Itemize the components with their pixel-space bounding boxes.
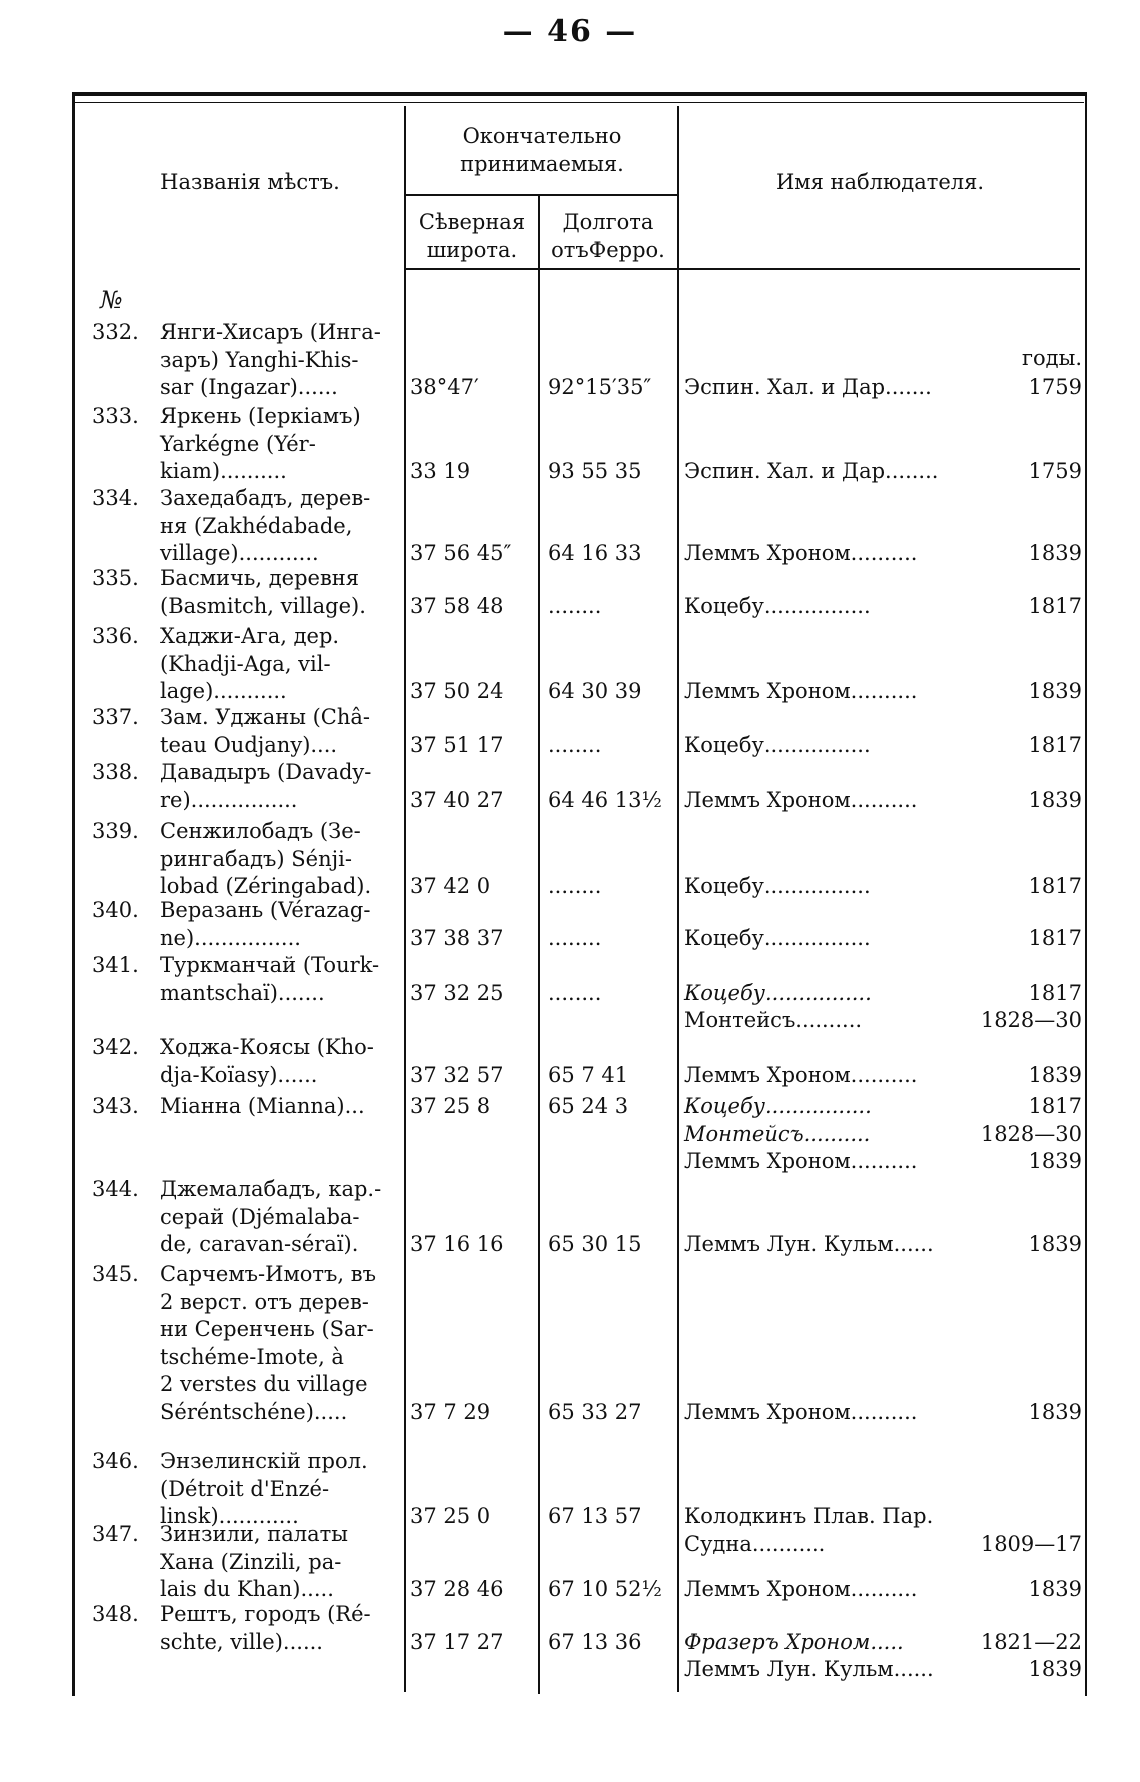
row-337-latitude-text: 37 51 17 <box>410 732 504 757</box>
row-335-name-line-text: (Basmitch, village). <box>160 593 366 618</box>
row-344-name-line-text: серай (Djémalaba- <box>160 1204 360 1229</box>
row-333-year <box>0 457 1140 485</box>
row-348-name-line <box>0 1600 1140 1628</box>
row-334-name-line-text: ня (Zakhédabade, <box>160 513 353 538</box>
row-334-observer-text: Леммъ Хроном.......... <box>684 541 918 565</box>
row-339-name-line-text: lobad (Zéringabad). <box>160 874 372 898</box>
row-342-number-text: 342. <box>92 1035 139 1059</box>
row-341-number-text: 341. <box>92 953 139 977</box>
row-338-name-line-text: Давадыръ (Davady- <box>160 760 372 784</box>
row-348-year-text: 1839 <box>1028 1657 1082 1681</box>
row-342-name-line-text: Ходжа-Коясы (Kho- <box>160 1035 374 1059</box>
row-348-observer-text: Леммъ Лун. Кульм...... <box>684 1657 934 1681</box>
row-346-year-text: 1809—17 <box>980 1531 1082 1556</box>
row-332-longitude-text: 92°15′35″ <box>548 375 652 399</box>
header-accepted: Окончательно принимаемыя. <box>460 124 624 176</box>
row-347-name-line-text: Хана (Zinzili, pa- <box>160 1549 342 1574</box>
header-sub-rule <box>404 194 677 196</box>
row-344-observer-text: Леммъ Лун. Кульм...... <box>684 1232 934 1256</box>
row-332-year-text: 1759 <box>1028 375 1082 399</box>
row-348-latitude-text: 37 17 27 <box>410 1629 504 1654</box>
header-lat: Сѣверная широта. <box>418 210 526 262</box>
row-343-year <box>0 1120 1140 1148</box>
row-340-year-text: 1817 <box>1028 925 1082 950</box>
row-337-longitude-text: ........ <box>548 732 602 757</box>
row-347-longitude-text: 67 10 52½ <box>548 1577 662 1601</box>
page-number: — 46 — <box>502 14 638 49</box>
row-336-year <box>0 677 1140 705</box>
row-332-name-line <box>0 318 1140 346</box>
row-337-name-line-text: Зам. Уджаны (Châ- <box>160 705 371 729</box>
table-top-rule <box>72 102 1084 103</box>
row-346-observer-text: Судна........... <box>684 1531 826 1556</box>
row-345-name-line <box>0 1370 1140 1398</box>
row-342-observer-text: Леммъ Хроном.......... <box>684 1062 918 1087</box>
row-346-name-line-text: linsk)............ <box>160 1504 299 1528</box>
row-347-year-text: 1839 <box>1028 1577 1082 1601</box>
row-334-longitude-text: 64 16 33 <box>548 541 642 565</box>
row-341-observer-text: Монтейсъ.......... <box>684 1008 863 1032</box>
row-348-longitude-text: 67 13 36 <box>548 1629 642 1654</box>
row-341-observer-text: Коцебу................ <box>684 980 872 1005</box>
row-341-year-text: 1817 <box>1028 980 1082 1005</box>
row-336-number-text: 336. <box>92 624 139 648</box>
row-347-number-text: 347. <box>92 1522 139 1546</box>
row-340-year <box>0 924 1140 952</box>
row-334-year-text: 1839 <box>1028 541 1082 565</box>
row-334-number-text: 334. <box>92 486 139 510</box>
row-335-longitude-text: ........ <box>548 593 602 618</box>
row-339-name-line <box>0 817 1140 845</box>
row-338-longitude-text: 64 46 13½ <box>548 787 662 812</box>
row-336-name-line <box>0 650 1140 678</box>
row-348-year-text: 1821—22 <box>980 1629 1082 1654</box>
row-336-year-text: 1839 <box>1028 679 1082 703</box>
row-345-name-line-text: 2 verstes du village <box>160 1372 368 1396</box>
row-337-number-text: 337. <box>92 705 139 729</box>
row-341-latitude-text: 37 32 25 <box>410 980 504 1005</box>
row-345-name-line-text: ни Серенчень (Sar- <box>160 1317 374 1341</box>
row-333-longitude-text: 93 55 35 <box>548 459 642 483</box>
row-335-name-line-text: Басмичь, деревня <box>160 566 360 590</box>
row-339-name-line <box>0 845 1140 873</box>
row-334-name-line-text: Захедабадъ, дерев- <box>160 486 371 510</box>
row-335-observer-text: Коцебу................ <box>684 593 871 618</box>
row-332-name-line <box>0 346 1140 374</box>
row-347-observer-text: Леммъ Хроном.......... <box>684 1577 918 1601</box>
row-348-year <box>0 1655 1140 1683</box>
row-343-year-text: 1817 <box>1028 1094 1082 1118</box>
row-345-longitude-text: 65 33 27 <box>548 1399 642 1424</box>
row-338-name-line-text: re)................ <box>160 787 298 812</box>
row-343-latitude-text: 37 25 8 <box>410 1094 491 1118</box>
row-344-longitude-text: 65 30 15 <box>548 1232 642 1256</box>
row-346-name-line-text: (Détroit d'Enzé- <box>160 1476 330 1501</box>
row-344-latitude-text: 37 16 16 <box>410 1232 504 1256</box>
row-332-number-text: 332. <box>92 320 139 344</box>
row-345-name-line <box>0 1343 1140 1371</box>
row-333-number-text: 333. <box>92 404 139 428</box>
row-339-number-text: 339. <box>92 819 139 843</box>
row-346-longitude-text: 67 13 57 <box>548 1504 642 1528</box>
row-348-number-text: 348. <box>92 1602 139 1626</box>
row-337-year <box>0 731 1140 759</box>
row-348-name-line-text: schte, ville)...... <box>160 1629 323 1654</box>
header-lon: Долгота отъФерро. <box>551 210 665 262</box>
row-333-observer-text: Эспин. Хал. и Дар........ <box>684 459 939 483</box>
row-338-number-text: 338. <box>92 760 139 784</box>
row-346-latitude-text: 37 25 0 <box>410 1504 491 1528</box>
row-346-observer-text: Колодкинъ Плав. Пар. <box>684 1504 934 1528</box>
row-347-name-line-text: lais du Khan)..... <box>160 1577 334 1601</box>
row-338-name-line <box>0 758 1140 786</box>
row-339-name-line-text: Сенжилобадъ (Зе- <box>160 819 361 843</box>
row-345-number-text: 345. <box>92 1262 139 1286</box>
row-332-year <box>0 373 1140 401</box>
row-341-name-line-text: Туркманчай (Tourk- <box>160 953 380 977</box>
row-348-year <box>0 1628 1140 1656</box>
row-347-year <box>0 1575 1140 1603</box>
row-343-name-line-text: Міанна (Mianna)... <box>160 1094 365 1118</box>
row-334-name-line-text: village)............ <box>160 541 319 565</box>
row-346-number-text: 346. <box>92 1449 139 1473</box>
row-335-number-text: 335. <box>92 566 139 590</box>
row-342-longitude-text: 65 7 41 <box>548 1062 629 1087</box>
row-335-year-text: 1817 <box>1028 593 1082 618</box>
row-347-name-line <box>0 1520 1140 1548</box>
row-345-name-line-text: Séréntschéne)..... <box>160 1399 348 1424</box>
row-332-name-line-text: заръ) Yanghi-Khis- <box>160 347 359 372</box>
row-347-latitude-text: 37 28 46 <box>410 1577 504 1601</box>
row-336-observer-text: Леммъ Хроном.......... <box>684 679 918 703</box>
row-340-observer-text: Коцебу................ <box>684 925 871 950</box>
row-336-name-line-text: lage)........... <box>160 679 287 703</box>
row-332-name-line-text: Янги-Хисаръ (Инга- <box>160 320 381 344</box>
row-334-name-line <box>0 484 1140 512</box>
row-342-name-line <box>0 1033 1140 1061</box>
row-336-name-line <box>0 622 1140 650</box>
row-339-latitude-text: 37 42 0 <box>410 874 491 898</box>
row-343-longitude-text: 65 24 3 <box>548 1094 629 1118</box>
header-name: Названія мѣстъ. <box>160 170 340 194</box>
row-337-name-line <box>0 703 1140 731</box>
row-344-name-line-text: Джемалабадъ, кар.- <box>160 1177 382 1201</box>
row-339-observer-text: Коцебу................ <box>684 874 871 898</box>
row-340-longitude-text: ........ <box>548 925 602 950</box>
row-343-year-text: 1828—30 <box>980 1121 1082 1146</box>
row-341-name-line-text: mantschaï)....... <box>160 980 325 1005</box>
row-333-name-line-text: Yarkégne (Yér- <box>160 431 316 456</box>
row-333-name-line <box>0 402 1140 430</box>
row-335-name-line <box>0 564 1140 592</box>
row-345-name-line-text: tschéme-Imote, à <box>160 1344 344 1369</box>
row-338-year <box>0 786 1140 814</box>
row-333-latitude-text: 33 19 <box>410 459 471 483</box>
row-333-name-line-text: kiam).......... <box>160 459 287 483</box>
row-336-latitude-text: 37 50 24 <box>410 679 504 703</box>
row-345-name-line <box>0 1315 1140 1343</box>
row-343-year-text: 1839 <box>1028 1149 1082 1173</box>
number-sign: № <box>100 286 123 314</box>
row-336-longitude-text: 64 30 39 <box>548 679 642 703</box>
row-343-observer-text: Коцебу................ <box>684 1094 872 1118</box>
row-342-name-line-text: dja-Koïasy)...... <box>160 1062 318 1087</box>
row-334-latitude-text: 37 56 45″ <box>410 541 512 565</box>
row-341-year <box>0 979 1140 1007</box>
row-345-name-line-text: Сарчемъ-Имотъ, въ <box>160 1262 376 1286</box>
row-343-year <box>0 1147 1140 1175</box>
row-337-year-text: 1817 <box>1028 732 1082 757</box>
row-348-name-line-text: Рештъ, городъ (Ré- <box>160 1602 371 1626</box>
row-343-year <box>0 1092 1140 1120</box>
row-338-observer-text: Леммъ Хроном.......... <box>684 787 918 812</box>
row-340-name-line-text: Веразань (Vérazag- <box>160 898 371 922</box>
row-336-name-line-text: (Khadji-Aga, vil- <box>160 651 331 676</box>
row-339-longitude-text: ........ <box>548 874 602 898</box>
row-343-number-text: 343. <box>92 1094 139 1118</box>
row-337-name-line-text: teau Oudjany).... <box>160 732 338 757</box>
row-345-year-text: 1839 <box>1028 1399 1082 1424</box>
row-345-name-line <box>0 1260 1140 1288</box>
row-341-year <box>0 1006 1140 1034</box>
header-bottom-rule <box>404 268 1080 270</box>
row-335-year <box>0 592 1140 620</box>
row-340-name-line-text: ne)................ <box>160 925 301 950</box>
row-333-name-line <box>0 430 1140 458</box>
row-333-name-line-text: Яркень (Іеркіамъ) <box>160 404 361 428</box>
row-340-latitude-text: 37 38 37 <box>410 925 504 950</box>
row-346-name-line-text: Энзелинскій прол. <box>160 1449 368 1473</box>
row-334-name-line <box>0 512 1140 540</box>
row-337-observer-text: Коцебу................ <box>684 732 871 757</box>
row-339-year-text: 1817 <box>1028 874 1082 898</box>
row-344-name-line <box>0 1203 1140 1231</box>
years-label: годы. <box>1022 346 1082 370</box>
row-344-year-text: 1839 <box>1028 1232 1082 1256</box>
row-334-year <box>0 539 1140 567</box>
row-341-name-line <box>0 951 1140 979</box>
row-338-year-text: 1839 <box>1028 787 1082 812</box>
row-343-observer-text: Леммъ Хроном.......... <box>684 1149 918 1173</box>
row-348-observer-text: Фразеръ Хроном..... <box>684 1629 904 1654</box>
row-342-year <box>0 1061 1140 1089</box>
row-342-year-text: 1839 <box>1028 1062 1082 1087</box>
row-335-latitude-text: 37 58 48 <box>410 593 504 618</box>
row-340-name-line <box>0 896 1140 924</box>
row-333-year-text: 1759 <box>1028 459 1082 483</box>
row-332-observer-text: Эспин. Хал. и Дар....... <box>684 375 932 399</box>
row-344-name-line-text: de, caravan-séraï). <box>160 1232 359 1256</box>
row-345-year <box>0 1398 1140 1426</box>
row-343-observer-text: Монтейсъ.......... <box>684 1121 871 1146</box>
row-345-observer-text: Леммъ Хроном.......... <box>684 1399 918 1424</box>
row-341-year-text: 1828—30 <box>980 1008 1082 1032</box>
row-345-latitude-text: 37 7 29 <box>410 1399 491 1424</box>
row-339-name-line-text: рингабадъ) Sénji- <box>160 846 352 871</box>
row-344-name-line <box>0 1175 1140 1203</box>
row-338-latitude-text: 37 40 27 <box>410 787 504 812</box>
row-347-name-line-text: Зинзили, палаты <box>160 1522 348 1546</box>
row-346-name-line <box>0 1447 1140 1475</box>
row-341-longitude-text: ........ <box>548 980 602 1005</box>
row-336-name-line-text: Хаджи-Ага, дер. <box>160 624 340 648</box>
row-342-latitude-text: 37 32 57 <box>410 1062 504 1087</box>
row-340-number-text: 340. <box>92 898 139 922</box>
row-345-name-line <box>0 1288 1140 1316</box>
row-332-latitude-text: 38°47′ <box>410 375 479 399</box>
row-347-name-line <box>0 1548 1140 1576</box>
row-345-name-line-text: 2 верст. отъ дерев- <box>160 1289 369 1314</box>
row-344-number-text: 344. <box>92 1177 139 1201</box>
row-332-name-line-text: sar (Ingazar)...... <box>160 375 338 399</box>
row-344-year <box>0 1230 1140 1258</box>
header-observer: Имя наблюдателя. <box>775 170 985 194</box>
row-346-name-line <box>0 1475 1140 1503</box>
